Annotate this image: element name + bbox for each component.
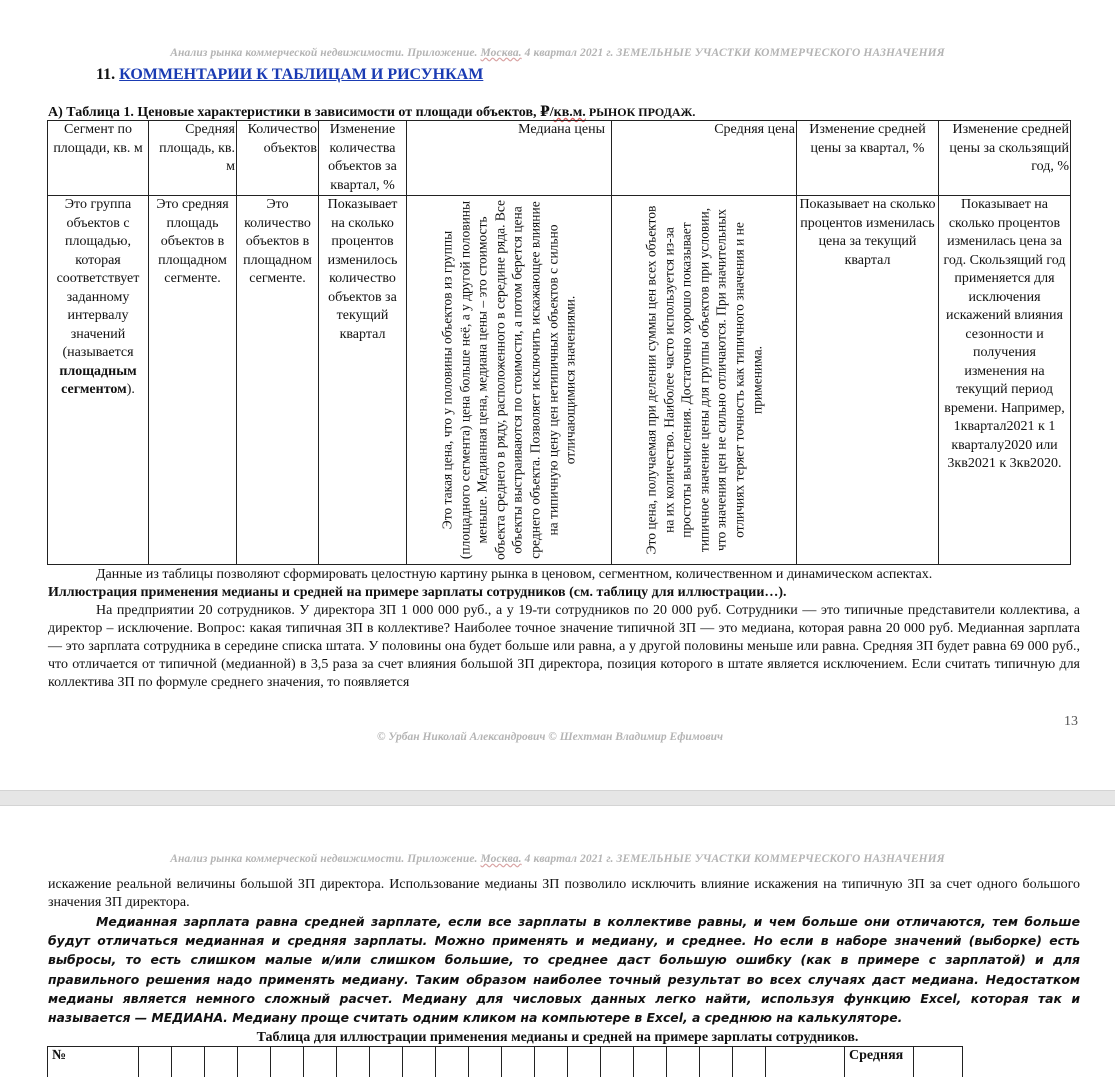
paragraph-illustration-title: Иллюстрация применения медианы и средней на примере зарплаты сотрудников (см. таблицу для иллюстрации…). [48, 585, 787, 600]
segment-text-end: ). [126, 382, 135, 397]
table2-cell [172, 1047, 205, 1077]
header-avg-change-quarter: Изменение средней цены за квартал, % [797, 121, 939, 196]
table2-cell [634, 1047, 667, 1077]
cell-count-change: Показывает на сколько процентов изменилось количество объектов за текущий квартал [319, 196, 407, 565]
paragraph-median-vs-average: Медианная зарплата равна средней зарплате, если все зарплаты в коллективе равны, и чем больше они отличаются, тем больше будут отличаться медианная и средняя зарплаты. Можно применять и медиану, и среднее. Но если в наборе значений (выборке) есть выбросы, то есть слишком малые и/или слишком большие, то среднее даст большую ошибку (как в примере с зарплатой) и для правильного решения надо применять медиану. Таким образом наиболее точный результат во всех случаях даст медиана. Недостатком медианы является немного сложный расчет. Медиану для числовых данных легко найти, используя функцию Excel, которая так и называется — МЕДИАНА. Медиану проще считать одним кликом на компьютере в Excel, а среднюю на калькуляторе. [48, 914, 1080, 1026]
table2-cell [337, 1047, 370, 1077]
table2-header-row [48, 1047, 963, 1077]
table2-cell [733, 1047, 766, 1077]
header-count-change: Изменение количества объектов за квартал, % [319, 121, 407, 196]
segment-bold-term: площадным сегментом [59, 363, 137, 397]
section-number: 11. [96, 66, 116, 83]
caption-main: А) Таблица 1. Ценовые характеристики в зависимости от площади объектов, ₽/ [48, 105, 554, 120]
table2-cell [535, 1047, 568, 1077]
table-header-row [48, 121, 1071, 196]
header-average: Средняя цена [612, 121, 797, 196]
table1-caption [48, 104, 695, 121]
table2-cell [271, 1047, 304, 1077]
header-median: Медиана цены [407, 121, 612, 196]
cell-segment [48, 196, 149, 565]
table2-cell [469, 1047, 502, 1077]
table2-cell [205, 1047, 238, 1077]
header-text: Анализ рынка коммерческой недвижимости. Приложение. [170, 853, 478, 865]
header-segment: Сегмент по площади, кв. м [48, 121, 149, 196]
cell-median [407, 196, 612, 565]
caption-unit: кв.м. [553, 105, 586, 120]
table2-cell [502, 1047, 535, 1077]
header-text-tail: 4 квартал 2021 г. ЗЕМЕЛЬНЫЕ УЧАСТКИ КОММЕРЧЕСКОГО НАЗНАЧЕНИЯ [524, 853, 945, 865]
table2-col-number: № [48, 1047, 139, 1077]
paragraph-summary: Данные из таблицы позволяют сформировать целостную картину рынка в ценовом, сегментном, количественном и динамическом аспектах. [96, 567, 933, 582]
header-city: Москва. [480, 853, 522, 865]
cell-count: Это количество объектов в площадном сегменте. [237, 196, 319, 565]
table2-cell [667, 1047, 700, 1077]
table2-cell [403, 1047, 436, 1077]
caption-tail: РЫНОК ПРОДАЖ. [585, 105, 696, 119]
running-header [0, 47, 1115, 59]
page-footer: © Урбан Николай Александрович © Шехтман Владимир Ефимович [376, 731, 724, 743]
header-count: Количество объектов [237, 121, 319, 196]
header-avg-area: Средняя площадь, кв. м [149, 121, 237, 196]
table2-cell [139, 1047, 172, 1077]
paragraph-continuation: искажение реальной величины большой ЗП директора. Использование медианы ЗП позволило исключить влияние искажения на типичную ЗП за счет одного большого значения ЗП директора. [48, 877, 1080, 910]
table2-cell [436, 1047, 469, 1077]
table2-cell [601, 1047, 634, 1077]
header-text-tail: 4 квартал 2021 г. ЗЕМЕЛЬНЫЕ УЧАСТКИ КОММЕРЧЕСКОГО НАЗНАЧЕНИЯ [524, 47, 945, 59]
running-header-2 [0, 853, 1115, 865]
average-rotated-text: Это цена, получаемая при делении суммы цен всех объектов на их количество. Наиболее часто используется из-за простоты вычисления. Достаточно хорошо показывает типичное значение цены для группы объектов при условии, что значения цен не сильно отличаются. При значительных отличиях теряет точность как типичного значения и не применима. [643, 205, 764, 555]
table2-cell [370, 1047, 403, 1077]
price-characteristics-table [47, 120, 1071, 565]
median-rotated-text: Это такая цена, что у половины объектов из группы (площадного сегмента) цена больше неё, а у другой половины меньше. Медианная цена, медиана цены – это стоимость объекта среднего в ряду, расположенного в середине ряда. Все объекты выстраиваются по стоимости, а потом берется цена среднего объекта. Позволяет исключить искажающее влияние на типичную цену цен нетипичных объектов с сильно отличающимися значениями. [439, 200, 578, 560]
cell-avg-area: Это средняя площадь объектов в площадном сегменте. [149, 196, 237, 565]
section-title-link[interactable]: КОММЕНТАРИИ К ТАБЛИЦАМ И РИСУНКАМ [119, 66, 484, 83]
cell-average [612, 196, 797, 565]
salary-illustration-table [47, 1046, 963, 1077]
document-page-2 [0, 806, 1115, 1077]
table2-cell [568, 1047, 601, 1077]
segment-text: Это группа объектов с площадью, которая соответствует заданному интервалу значений (называется [56, 197, 140, 360]
paragraph-salary-example: На предприятии 20 сотрудников. У директора ЗП 1 000 000 руб., а у 19-ти сотрудников по 20 000 руб. Сотрудники — это типичные представители коллектива, а директор – исключение. Вопрос: какая типичная ЗП в коллективе? Наиболее точное значение типичной ЗП — это медиана, которая равна 20 000 руб. Медианная зарплата — это зарплата сотрудника в середине списка штата. У половины она будет больше или равна, а у другой половины меньше или равна. Средняя ЗП будет равна 69 000 руб., что отличается от типичной (медианной) в 3,5 раза за счет влияния большой ЗП директора, позиция которого в штате является исключением. Если считать типичную для коллектива ЗП по формуле среднего значения, то появляется [48, 603, 1080, 690]
page-separator [0, 790, 1115, 806]
table-body-row [48, 196, 1071, 565]
table2-cell [238, 1047, 271, 1077]
header-avg-change-year: Изменение средней цены за скользящий год, % [939, 121, 1071, 196]
page-number: 13 [1064, 714, 1078, 729]
table2-caption: Таблица для иллюстрации применения медианы и средней на примере зарплаты сотрудников. [256, 1030, 859, 1045]
cell-avg-change-quarter: Показывает на сколько процентов изменилась цена за текущий квартал [797, 196, 939, 565]
table2-cell [914, 1047, 963, 1077]
cell-avg-change-year: Показывает на сколько процентов изменилась цена за год. Скользящий год применяется для исключения искажений влияния сезонности и получения изменения на текущий период времени. Например, 1квартал2021 к 1 кварталу2020 или 3кв2021 к 3кв2020. [939, 196, 1071, 565]
table2-cell [700, 1047, 733, 1077]
table2-cell-median [766, 1047, 845, 1077]
table2-col-average: Средняя [845, 1047, 914, 1077]
table2-cell [304, 1047, 337, 1077]
section-heading [96, 66, 483, 84]
header-text: Анализ рынка коммерческой недвижимости. Приложение. [170, 47, 478, 59]
header-city: Москва. [480, 47, 522, 59]
